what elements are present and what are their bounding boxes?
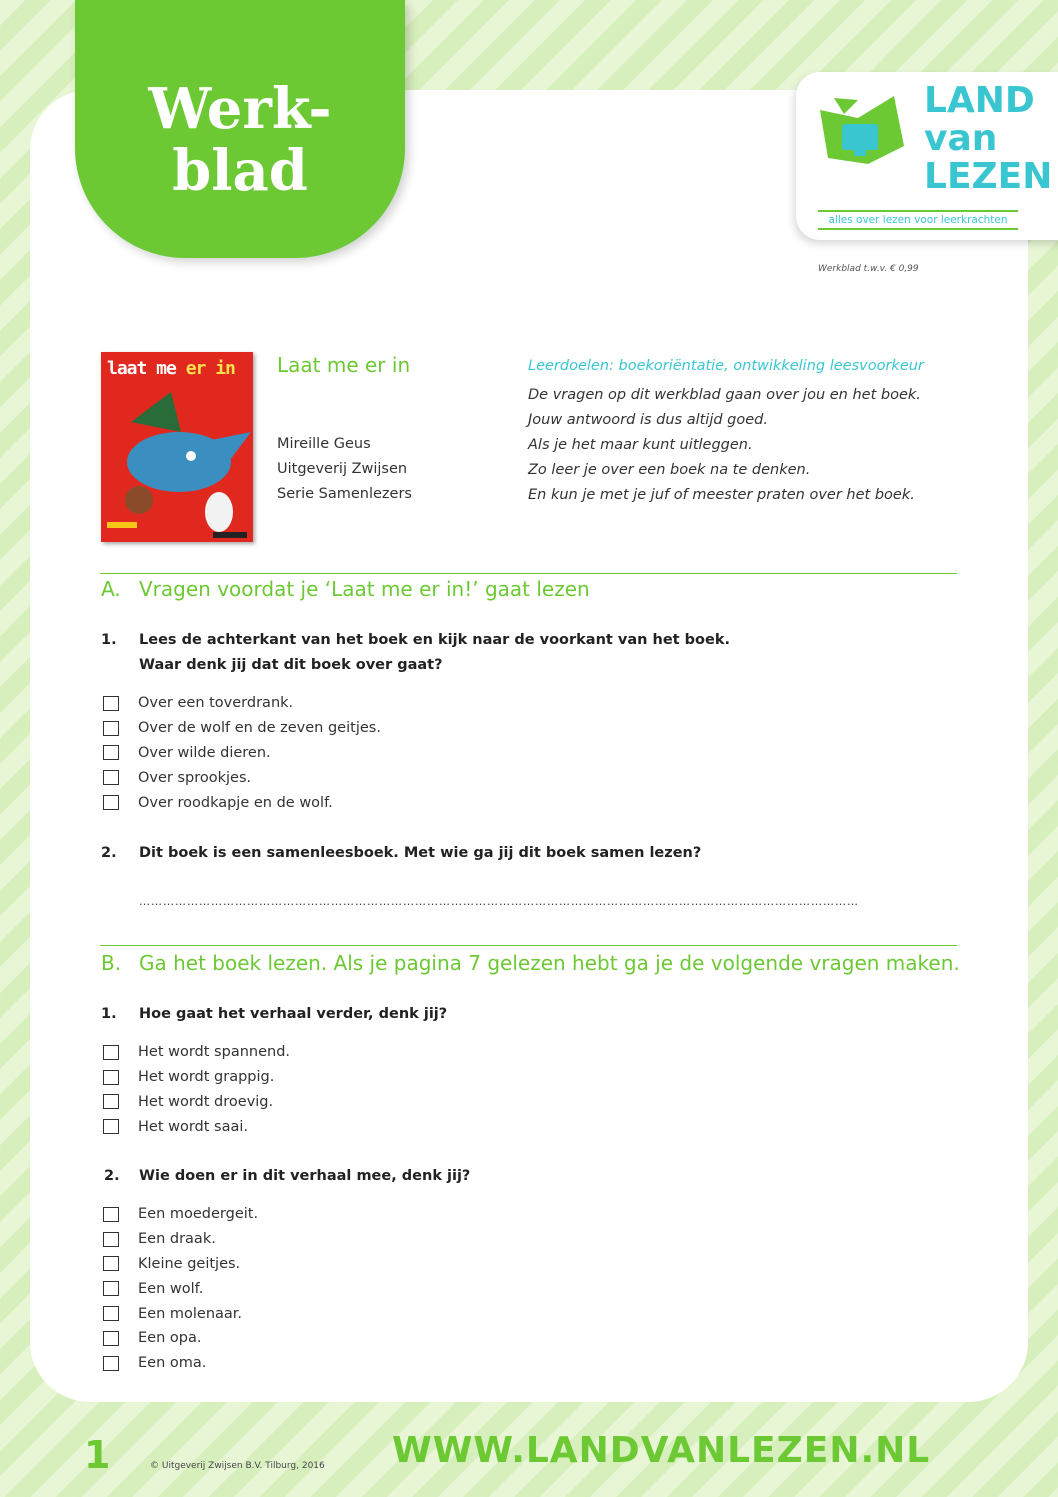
checkbox[interactable]	[103, 1256, 119, 1271]
page-number: 1	[84, 1433, 111, 1477]
goals-line: Als je het maar kunt uitleggen.	[528, 437, 753, 453]
question-number: 2.	[104, 1168, 120, 1184]
question-b1	[101, 1002, 447, 1027]
checkbox[interactable]	[103, 696, 119, 711]
checkbox[interactable]	[103, 1045, 119, 1060]
question-number: 1.	[101, 632, 117, 648]
option-label: Over de wolf en de zeven geitjes.	[138, 720, 381, 737]
copyright: © Uitgeverij Zwijsen B.V. Tilburg, 2016	[150, 1461, 325, 1471]
option-label: Over sprookjes.	[138, 769, 252, 786]
cover-title-white: laat me	[107, 358, 186, 379]
options-b1	[103, 1040, 290, 1139]
option-item[interactable]	[103, 1301, 258, 1326]
option-label: Het wordt grappig.	[138, 1069, 275, 1086]
option-label: Over een toverdrank.	[138, 695, 294, 712]
option-label: Een moedergeit.	[138, 1206, 259, 1223]
options-b2	[103, 1202, 258, 1376]
checkbox[interactable]	[103, 1094, 119, 1109]
checkbox[interactable]	[103, 721, 119, 736]
tv-book-icon	[814, 88, 910, 184]
checkbox[interactable]	[103, 1281, 119, 1296]
checkbox[interactable]	[103, 1207, 119, 1222]
option-label: Het wordt saai.	[138, 1118, 249, 1135]
option-item[interactable]	[103, 790, 381, 815]
option-item[interactable]	[103, 1040, 290, 1065]
question-b2	[104, 1164, 470, 1189]
goals-line: Zo leer je over een boek na te denken.	[528, 462, 811, 478]
option-label: Het wordt spannend.	[138, 1044, 291, 1061]
checkbox[interactable]	[103, 1331, 119, 1346]
option-label: Een wolf.	[138, 1280, 204, 1297]
price-note: Werkblad t.w.v. € 0,99	[818, 264, 919, 274]
checkbox[interactable]	[103, 795, 119, 810]
option-item[interactable]	[103, 1351, 258, 1376]
option-item[interactable]	[103, 765, 381, 790]
option-label: Over wilde dieren.	[138, 744, 271, 761]
checkbox[interactable]	[103, 1306, 119, 1321]
option-item[interactable]	[103, 1202, 258, 1227]
section-a-heading	[101, 577, 590, 601]
cover-title	[107, 358, 235, 379]
wolf-illustration	[101, 382, 253, 542]
book-title: Laat me er in	[277, 353, 411, 377]
werkblad-header-tab	[75, 0, 405, 258]
land-van-lezen-logo[interactable]	[796, 72, 1058, 240]
goals-line: De vragen op dit werkblad gaan over jou en het boek.	[528, 387, 921, 403]
option-label: Een opa.	[138, 1330, 202, 1347]
checkbox[interactable]	[103, 1119, 119, 1134]
learning-goals-text	[528, 383, 921, 508]
website-link[interactable]: WWW.LANDVANLEZEN.NL	[392, 1430, 931, 1471]
goals-line: Jouw antwoord is dus altijd goed.	[528, 412, 768, 428]
question-number: 1.	[101, 1006, 117, 1022]
book-publisher: Uitgeverij Zwijsen	[277, 461, 408, 477]
option-label: Over roodkapje en de wolf.	[138, 794, 333, 811]
question-a2	[101, 841, 701, 866]
option-item[interactable]	[103, 1326, 258, 1351]
logo-tagline: alles over lezen voor leerkrachten	[818, 210, 1018, 230]
option-label: Een molenaar.	[138, 1305, 243, 1322]
option-label: Een oma.	[138, 1355, 207, 1372]
option-item[interactable]	[103, 741, 381, 766]
cover-title-yellow: er in	[185, 358, 235, 379]
checkbox[interactable]	[103, 770, 119, 785]
question-a1	[101, 628, 730, 678]
checkbox[interactable]	[103, 1356, 119, 1371]
option-item[interactable]	[103, 691, 381, 716]
checkbox[interactable]	[103, 1232, 119, 1247]
option-item[interactable]	[103, 1090, 290, 1115]
question-text: Hoe gaat het verhaal verder, denk jij?	[139, 1006, 448, 1022]
book-series: Serie Samenlezers	[277, 486, 412, 502]
book-meta	[277, 432, 412, 507]
question-text: Dit boek is een samenleesboek. Met wie ga jij dit boek samen lezen?	[139, 845, 702, 861]
option-item[interactable]	[103, 1065, 290, 1090]
section-letter: B.	[101, 951, 122, 975]
divider	[100, 945, 957, 946]
option-label: Een draak.	[138, 1231, 216, 1248]
option-label: Het wordt droevig.	[138, 1093, 274, 1110]
answer-line[interactable]: ………………………………………………………………………………………………………………………………………………………………	[139, 895, 859, 908]
option-item[interactable]	[103, 1252, 258, 1277]
question-text: Lees de achterkant van het boek en kijk naar de voorkant van het boek. Waar denk jij dat dit boek over gaat?	[139, 632, 730, 673]
book-cover	[101, 352, 253, 542]
section-letter: A.	[101, 577, 121, 601]
option-item[interactable]	[103, 1276, 258, 1301]
checkbox[interactable]	[103, 1070, 119, 1085]
section-b-heading	[101, 951, 960, 975]
goals-line: En kun je met je juf of meester praten over het boek.	[528, 487, 915, 503]
checkbox[interactable]	[103, 745, 119, 760]
option-item[interactable]	[103, 1114, 290, 1139]
option-label: Kleine geitjes.	[138, 1255, 241, 1272]
options-a1	[103, 691, 381, 815]
book-author: Mireille Geus	[277, 436, 371, 452]
option-item[interactable]	[103, 716, 381, 741]
question-number: 2.	[101, 845, 117, 861]
divider	[100, 573, 957, 574]
section-title: Ga het boek lezen. Als je pagina 7 gelezen hebt ga je de volgende vragen maken.	[139, 951, 960, 975]
option-item[interactable]	[103, 1227, 258, 1252]
learning-goals-heading: Leerdoelen: boekoriëntatie, ontwikkeling leesvoorkeur	[528, 358, 924, 374]
logo-wordmark: LAND van LEZEN	[924, 80, 1053, 197]
page-title: Werk- blad	[148, 76, 332, 204]
question-text: Wie doen er in dit verhaal mee, denk jij?	[139, 1168, 471, 1184]
section-title: Vragen voordat je ‘Laat me er in!’ gaat lezen	[139, 577, 590, 601]
